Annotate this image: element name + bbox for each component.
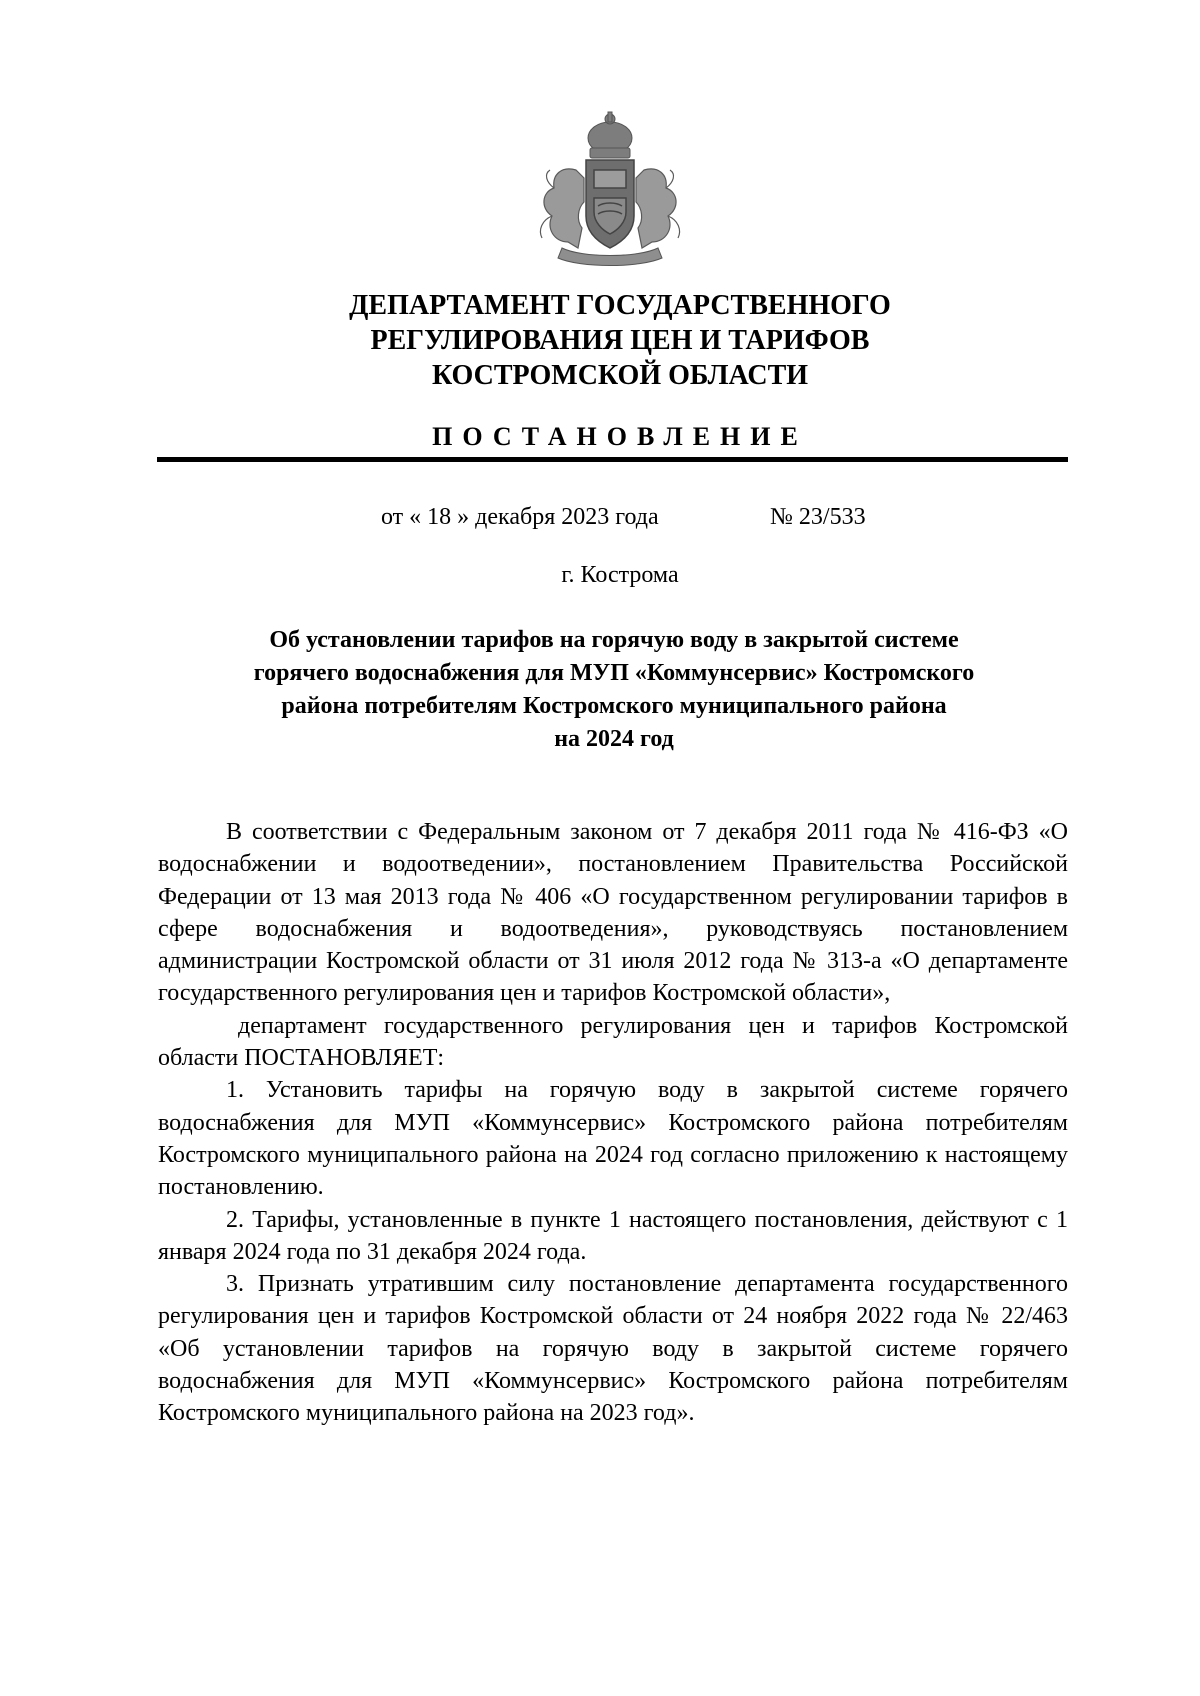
coat-of-arms-icon xyxy=(532,108,688,268)
document-number: № 23/533 xyxy=(770,504,866,530)
document-date: от « 18 » декабря 2023 года xyxy=(381,504,659,530)
organization-name-line: РЕГУЛИРОВАНИЯ ЦЕН И ТАРИФОВ xyxy=(370,325,870,356)
item-paragraph: 1. Установить тарифы на горячую воду в закрытой системе горячего водоснабжения для МУП «Коммунсервис» Костромского района потребителям Костромского муниципального района на 2024 год согласно приложению к настоящему постановлению. xyxy=(158,1077,1068,1201)
date-line xyxy=(0,502,1200,532)
organization-name xyxy=(160,288,1080,393)
document-city: г. Кострома xyxy=(561,562,679,588)
document-title xyxy=(160,624,1068,756)
header-divider xyxy=(157,457,1068,462)
item-paragraph: 2. Тарифы, установленные в пункте 1 настоящего постановления, действуют с 1 января 2024 года по 31 декабря 2024 года. xyxy=(158,1206,1068,1265)
item-paragraph: 3. Признать утратившим силу постановление департамента государственного регулирования цен и тарифов Костромской области от 24 ноября 2022 года № 22/463 «Об установлении тарифов на горячую воду в закрытой системе горячего водоснабжения для МУП «Коммунсервис» Костромского района потребителям Костромского муниципального района на 2023 год». xyxy=(158,1271,1068,1427)
organization-name-line: ДЕПАРТАМЕНТ ГОСУДАРСТВЕННОГО xyxy=(349,290,891,321)
preamble-paragraph: В соответствии с Федеральным законом от 7 декабря 2011 года № 416-ФЗ «О водоснабжении и водоотведении», постановлением Правительства Российской Федерации от 13 мая 2013 года № 406 «О государственном регулировании тарифов в сфере водоснабжения и водоотведения», руководствуясь постановлением администрации Костромской области от 31 июля 2012 года № 313-а «О департаменте государственного регулирования цен и тарифов Костромской области», xyxy=(158,819,1068,1007)
document-type: ПОСТАНОВЛЕНИЕ xyxy=(432,422,808,451)
document-title-line: на 2024 год xyxy=(554,726,674,752)
organization-name-line: КОСТРОМСКОЙ ОБЛАСТИ xyxy=(431,360,809,391)
document-body xyxy=(158,816,1068,1430)
document-title-line: горячего водоснабжения для МУП «Коммунсервис» Костромского xyxy=(253,660,975,686)
decree-paragraph: департамент государственного регулирования цен и тарифов Костромской области ПОСТАНОВЛЯЕТ: xyxy=(158,1012,1068,1072)
document-title-line: района потребителям Костромского муниципального района xyxy=(281,693,947,719)
document-title-line: Об установлении тарифов на горячую воду в закрытой системе xyxy=(269,627,959,653)
